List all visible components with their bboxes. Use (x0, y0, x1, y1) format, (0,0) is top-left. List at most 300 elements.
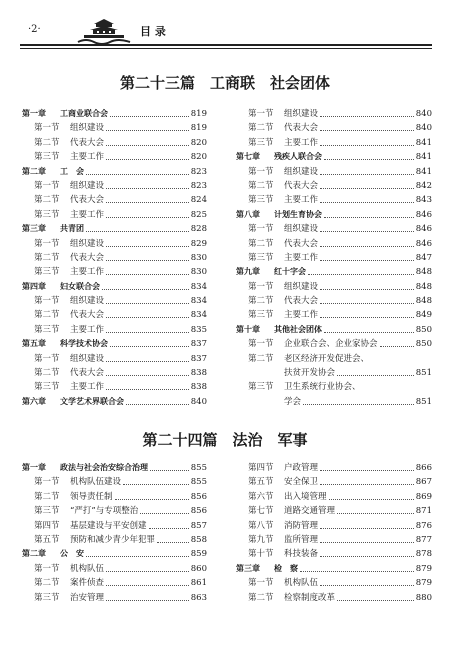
entry-label: 第一节 (34, 296, 60, 307)
leader-dots (320, 556, 414, 557)
entry-title: 治安管理 (70, 592, 105, 603)
entry-label: 第五章 (22, 339, 46, 349)
leader-dots (126, 404, 189, 405)
entry-title: 红十字会 (274, 267, 306, 277)
toc-entry-row[interactable] (22, 193, 207, 207)
toc-chapter-row[interactable] (22, 222, 207, 236)
toc-entry-row[interactable] (22, 380, 207, 394)
entry-label: 第一节 (248, 166, 274, 177)
entry-page: 834 (190, 281, 207, 292)
entry-label: 第二节 (34, 368, 60, 379)
leader-dots (106, 361, 189, 362)
toc-column-right (236, 107, 432, 409)
entry-page: 859 (190, 549, 207, 560)
leader-dots (320, 202, 414, 203)
leader-dots (380, 346, 414, 347)
entry-page: 879 (415, 578, 432, 589)
entry-title: 科技装备 (284, 549, 319, 560)
entry-label: 第二节 (34, 137, 60, 148)
toc-entry-row[interactable] (236, 366, 432, 380)
leader-dots (303, 404, 414, 405)
toc-entry-row[interactable] (22, 237, 207, 251)
leader-dots (320, 260, 414, 261)
toc-entry-row[interactable] (236, 591, 432, 605)
entry-page: 840 (190, 396, 207, 407)
entry-title: 主要工作 (70, 382, 105, 393)
section-title: 第二十三篇 工商联 社会团体 (119, 74, 330, 92)
entry-label: 第一节 (34, 353, 60, 364)
entry-title: 组织建设 (284, 166, 319, 177)
entry-label: 第九节 (248, 534, 274, 545)
leader-dots (320, 188, 414, 189)
entry-label: 第三节 (248, 195, 274, 206)
toc-entry-row[interactable] (236, 294, 432, 308)
entry-page: 830 (190, 252, 207, 263)
toc-entry-row[interactable] (236, 308, 432, 322)
toc-chapter-row[interactable] (236, 208, 432, 222)
toc-column-left (22, 107, 207, 409)
entry-label: 第一节 (248, 578, 274, 589)
entry-title: 共青团 (60, 224, 84, 234)
entry-label: 第二节 (34, 578, 60, 589)
entry-title: 组织建设 (70, 296, 105, 307)
entry-label: 第二节 (248, 238, 274, 249)
entry-label: 第一章 (22, 109, 46, 118)
toc-entry-row[interactable] (22, 490, 207, 504)
leader-dots (320, 528, 414, 529)
entry-page: 858 (190, 534, 207, 545)
entry-label: 第八节 (248, 520, 274, 531)
leader-dots (106, 303, 189, 304)
entry-label: 第十节 (248, 549, 274, 560)
toc-chapter-row[interactable] (22, 337, 207, 351)
entry-label: 第三节 (34, 324, 60, 335)
section-title: 第二十四篇 法治 军事 (142, 431, 308, 449)
leader-dots (308, 274, 414, 275)
entry-page: 820 (190, 137, 207, 148)
entry-title: 机构队伍 (70, 563, 105, 574)
entry-label: 第四节 (34, 520, 60, 531)
entry-title: 安全保卫 (284, 477, 319, 488)
entry-page: 819 (190, 109, 207, 119)
entry-page: 861 (190, 578, 207, 589)
entry-page: 871 (415, 506, 432, 517)
toc-entry-row[interactable] (22, 136, 207, 150)
entry-label: 第一节 (34, 238, 60, 249)
toc-column-right (236, 461, 432, 605)
entry-title: 代表大会 (70, 252, 105, 263)
pagoda-logo-icon (76, 18, 132, 44)
toc-entry-row[interactable] (236, 395, 432, 409)
toc-entry-row[interactable] (236, 533, 432, 547)
leader-dots (106, 188, 189, 189)
header-rule (20, 44, 432, 46)
leader-dots (115, 499, 189, 500)
toc-entry-row[interactable] (22, 475, 207, 489)
entry-page: 837 (190, 353, 207, 364)
toc-column-left (22, 461, 207, 605)
entry-title: 老区经济开发促进会、 (284, 353, 370, 364)
toc-chapter-row[interactable] (22, 547, 207, 561)
entry-title: 政法与社会治安综合治理 (60, 463, 148, 472)
entry-page: 851 (415, 396, 432, 407)
entry-label: 第五节 (34, 534, 60, 545)
toc-entry-row[interactable] (22, 366, 207, 380)
entry-page: 869 (415, 491, 432, 502)
entry-title: 代表大会 (70, 368, 105, 379)
entry-title: 工商业联合会 (60, 109, 108, 118)
entry-label: 第二节 (34, 195, 60, 206)
toc-entry-row[interactable] (236, 490, 432, 504)
leader-dots (337, 600, 414, 601)
entry-title: 机构队伍建设 (70, 477, 122, 488)
leader-dots (106, 600, 189, 601)
entry-label: 第一节 (248, 224, 274, 235)
entry-label: 第七节 (248, 506, 274, 517)
toc-entry-row[interactable] (236, 280, 432, 294)
entry-title: 检察制度改革 (284, 592, 336, 603)
toc-entry-row[interactable] (236, 461, 432, 475)
leader-dots (320, 289, 414, 290)
leader-dots (300, 571, 414, 572)
entry-label: 第二节 (248, 180, 274, 191)
entry-label: 第二节 (248, 123, 274, 134)
leader-dots (110, 346, 189, 347)
entry-title: 主要工作 (70, 209, 105, 220)
leader-dots (337, 375, 414, 376)
entry-page: 820 (190, 152, 207, 163)
entry-page: 848 (415, 267, 432, 278)
entry-page: 846 (415, 224, 432, 235)
toc-chapter-row[interactable] (236, 150, 432, 164)
entry-label: 第七章 (236, 152, 260, 162)
leader-dots (324, 217, 414, 218)
leader-dots (320, 303, 414, 304)
entry-label: 第二节 (248, 353, 274, 364)
entry-label: 第三节 (34, 506, 60, 517)
entry-title: 基层建设与平安创建 (70, 520, 147, 531)
entry-title: 科学技术协会 (60, 339, 108, 349)
entry-label: 第八章 (236, 209, 260, 219)
entry-page: 860 (190, 563, 207, 574)
toc-entry-row[interactable] (22, 150, 207, 164)
entry-page: 849 (415, 310, 432, 321)
entry-title: 妇女联合会 (60, 281, 100, 291)
entry-page: 850 (415, 324, 432, 335)
entry-page: 841 (415, 166, 432, 177)
leader-dots (106, 159, 189, 160)
entry-title: 组织建设 (284, 281, 319, 292)
toc-entry-row[interactable] (236, 107, 432, 121)
entry-label: 第二章 (22, 549, 46, 559)
entry-title: 检 察 (274, 563, 298, 573)
entry-title: 工 会 (60, 166, 84, 176)
toc-entry-row[interactable] (22, 323, 207, 337)
toc-entry-row[interactable] (236, 121, 432, 135)
leader-dots (106, 571, 189, 572)
entry-title: 主要工作 (70, 152, 105, 163)
entry-page: 876 (415, 520, 432, 531)
entry-page: 857 (190, 520, 207, 531)
toc-chapter-row[interactable] (236, 562, 432, 576)
entry-label: 第二节 (248, 592, 274, 603)
entry-label: 第三节 (34, 592, 60, 603)
toc-entry-row[interactable] (22, 519, 207, 533)
leader-dots (110, 116, 189, 117)
entry-page: 846 (415, 209, 432, 220)
entry-label: 第三节 (34, 152, 60, 163)
toc-chapter-row[interactable] (236, 323, 432, 337)
leader-dots (320, 145, 414, 146)
entry-label: 第一节 (248, 281, 274, 292)
entry-label: 第二节 (34, 310, 60, 321)
toc-chapter-row[interactable] (22, 165, 207, 179)
leader-dots (320, 130, 414, 131)
entry-title: 主要工作 (284, 137, 319, 148)
entry-page: 819 (190, 123, 207, 134)
toc-entry-row[interactable] (236, 519, 432, 533)
entry-label: 第一节 (34, 123, 60, 134)
toc-entry-row[interactable] (22, 251, 207, 265)
toc-chapter-row[interactable] (236, 265, 432, 279)
toc-chapter-row[interactable] (22, 461, 207, 475)
entry-label: 第六节 (248, 491, 274, 502)
toc-chapter-row[interactable] (22, 107, 207, 121)
entry-title: 机构队伍 (284, 578, 319, 589)
entry-label: 第一章 (22, 463, 46, 472)
entry-title: 户政管理 (284, 463, 319, 473)
entry-title: 组织建设 (70, 353, 105, 364)
entry-title: 其他社会团体 (274, 324, 322, 334)
entry-label: 第三章 (22, 224, 46, 234)
toc-chapter-row[interactable] (22, 280, 207, 294)
toc-entry-row[interactable] (22, 591, 207, 605)
toc-chapter-row[interactable] (22, 395, 207, 409)
entry-page: 877 (415, 534, 432, 545)
leader-dots (320, 116, 414, 117)
entry-title: 代表大会 (284, 180, 319, 191)
leader-dots (329, 499, 414, 500)
entry-title: 领导责任制 (70, 491, 113, 502)
entry-label: 第三节 (248, 382, 274, 393)
entry-label: 第六章 (22, 396, 46, 406)
entry-page: 866 (415, 463, 432, 473)
entry-title: 代表大会 (70, 137, 105, 148)
entry-label: 第九章 (236, 267, 260, 277)
entry-page: 856 (190, 506, 207, 517)
entry-page: 824 (190, 195, 207, 206)
toc-entry-row[interactable] (236, 547, 432, 561)
header-title: 目 录 (140, 25, 166, 38)
leader-dots (320, 231, 414, 232)
entry-page: 841 (415, 152, 432, 163)
leader-dots (106, 145, 189, 146)
page-number: ·2· (28, 24, 41, 35)
entry-title: 道路交通管理 (284, 506, 336, 517)
entry-label: 第三节 (34, 382, 60, 393)
entry-page: 856 (190, 491, 207, 502)
leader-dots (149, 528, 189, 529)
entry-page: 834 (190, 296, 207, 307)
toc-entry-row[interactable] (22, 179, 207, 193)
leader-dots (106, 375, 189, 376)
entry-title: 预防和减少青少年犯罪 (70, 534, 156, 545)
leader-dots (337, 513, 414, 514)
entry-label: 第三节 (248, 252, 274, 263)
toc-entry-row[interactable] (22, 533, 207, 547)
toc-entry-row[interactable] (236, 251, 432, 265)
toc-entry-row[interactable] (236, 193, 432, 207)
leader-dots (86, 174, 189, 175)
entry-title: 组织建设 (70, 123, 105, 134)
entry-label: 第二章 (22, 166, 46, 176)
leader-dots (106, 274, 189, 275)
leader-dots (86, 556, 189, 557)
toc-entry-row[interactable] (22, 208, 207, 222)
toc-entry-row[interactable] (22, 576, 207, 590)
leader-dots (106, 217, 189, 218)
entry-title: 组织建设 (284, 109, 319, 119)
entry-label: 第三节 (248, 310, 274, 321)
entry-title: 残疾人联合会 (274, 152, 322, 162)
entry-page: 848 (415, 296, 432, 307)
entry-title: 出入境管理 (284, 491, 327, 502)
entry-title: 监所管理 (284, 534, 319, 545)
entry-page: 843 (415, 195, 432, 206)
entry-page: 823 (190, 180, 207, 191)
entry-page: 841 (415, 137, 432, 148)
entry-label: 第一节 (248, 109, 274, 119)
entry-page: 855 (190, 477, 207, 488)
leader-dots (320, 246, 414, 247)
toc-entry-row[interactable] (22, 308, 207, 322)
leader-dots (106, 260, 189, 261)
entry-label: 第一节 (34, 180, 60, 191)
entry-title: 主要工作 (284, 195, 319, 206)
entry-title: “严打”与专项整治 (70, 506, 139, 517)
entry-label: 第十章 (236, 324, 260, 334)
entry-page: 828 (190, 224, 207, 235)
entry-title: 代表大会 (70, 195, 105, 206)
entry-title: 卫生系统行业协会、 (284, 382, 361, 393)
entry-label: 第三节 (248, 137, 274, 148)
entry-page: 848 (415, 281, 432, 292)
header-rule-thin (20, 48, 432, 49)
toc-entry-row[interactable] (22, 562, 207, 576)
toc-entry-row[interactable] (22, 265, 207, 279)
entry-page: 842 (415, 180, 432, 191)
entry-title: 主要工作 (284, 310, 319, 321)
leader-dots (102, 289, 189, 290)
entry-page: 880 (415, 592, 432, 603)
entry-label: 第二节 (248, 296, 274, 307)
entry-title: 主要工作 (70, 267, 105, 278)
toc-entry-row[interactable] (236, 475, 432, 489)
entry-title: 代表大会 (284, 238, 319, 249)
entry-title: 代表大会 (284, 123, 319, 134)
entry-page: 825 (190, 209, 207, 220)
entry-page: 863 (190, 592, 207, 603)
toc-entry-row[interactable] (236, 337, 432, 351)
entry-page: 850 (415, 339, 432, 350)
entry-page: 846 (415, 238, 432, 249)
entry-label: 第一节 (34, 477, 60, 488)
entry-label: 第三节 (34, 209, 60, 220)
entry-title: 案件侦查 (70, 578, 105, 589)
toc-entry-row[interactable] (236, 179, 432, 193)
toc-entry-row[interactable] (236, 136, 432, 150)
entry-title: 组织建设 (284, 224, 319, 235)
toc-entry-row[interactable] (22, 352, 207, 366)
entry-page: 829 (190, 238, 207, 249)
entry-page: 838 (190, 382, 207, 393)
entry-page: 840 (415, 123, 432, 134)
entry-label: 第一节 (34, 563, 60, 574)
toc-entry-row[interactable] (22, 294, 207, 308)
leader-dots (320, 317, 414, 318)
leader-dots (150, 470, 189, 471)
entry-title: 主要工作 (70, 324, 105, 335)
toc-entry-row[interactable] (236, 165, 432, 179)
entry-title: 代表大会 (284, 296, 319, 307)
toc-entry-row[interactable] (236, 576, 432, 590)
entry-title: 计划生育协会 (274, 209, 322, 219)
entry-title: 组织建设 (70, 238, 105, 249)
entry-page: 830 (190, 267, 207, 278)
entry-title: 文学艺术界联合会 (60, 396, 124, 406)
leader-dots (106, 389, 189, 390)
entry-title: 消防管理 (284, 520, 319, 531)
leader-dots (106, 246, 189, 247)
leader-dots (140, 513, 189, 514)
leader-dots (106, 317, 189, 318)
toc-entry-row[interactable] (22, 504, 207, 518)
entry-page: 823 (190, 166, 207, 177)
leader-dots (324, 332, 414, 333)
toc-entry-row[interactable] (236, 222, 432, 236)
leader-dots (320, 470, 414, 471)
toc-entry-row[interactable] (22, 121, 207, 135)
leader-dots (106, 202, 189, 203)
leader-dots (320, 542, 414, 543)
toc-entry-row[interactable] (236, 352, 432, 366)
entry-page: 851 (415, 368, 432, 379)
leader-dots (320, 585, 414, 586)
entry-page: 855 (190, 463, 207, 473)
leader-dots (106, 130, 189, 131)
entry-page: 834 (190, 310, 207, 321)
entry-label: 第二节 (34, 252, 60, 263)
toc-entry-row[interactable] (236, 380, 432, 394)
entry-page: 878 (415, 549, 432, 560)
toc-entry-row[interactable] (236, 504, 432, 518)
entry-label: 第四节 (248, 463, 274, 473)
entry-title: 代表大会 (70, 310, 105, 321)
entry-page: 879 (415, 563, 432, 574)
leader-dots (106, 585, 189, 586)
toc-entry-row[interactable] (236, 237, 432, 251)
entry-page: 835 (190, 324, 207, 335)
entry-label: 第二节 (34, 491, 60, 502)
leader-dots (324, 159, 414, 160)
leader-dots (86, 231, 189, 232)
leader-dots (106, 332, 189, 333)
entry-label: 第四章 (22, 281, 46, 291)
entry-page: 847 (415, 252, 432, 263)
entry-title: 企业联合会、企业家协会 (284, 339, 378, 350)
entry-page: 840 (415, 109, 432, 119)
entry-title: 学会 (284, 396, 302, 407)
